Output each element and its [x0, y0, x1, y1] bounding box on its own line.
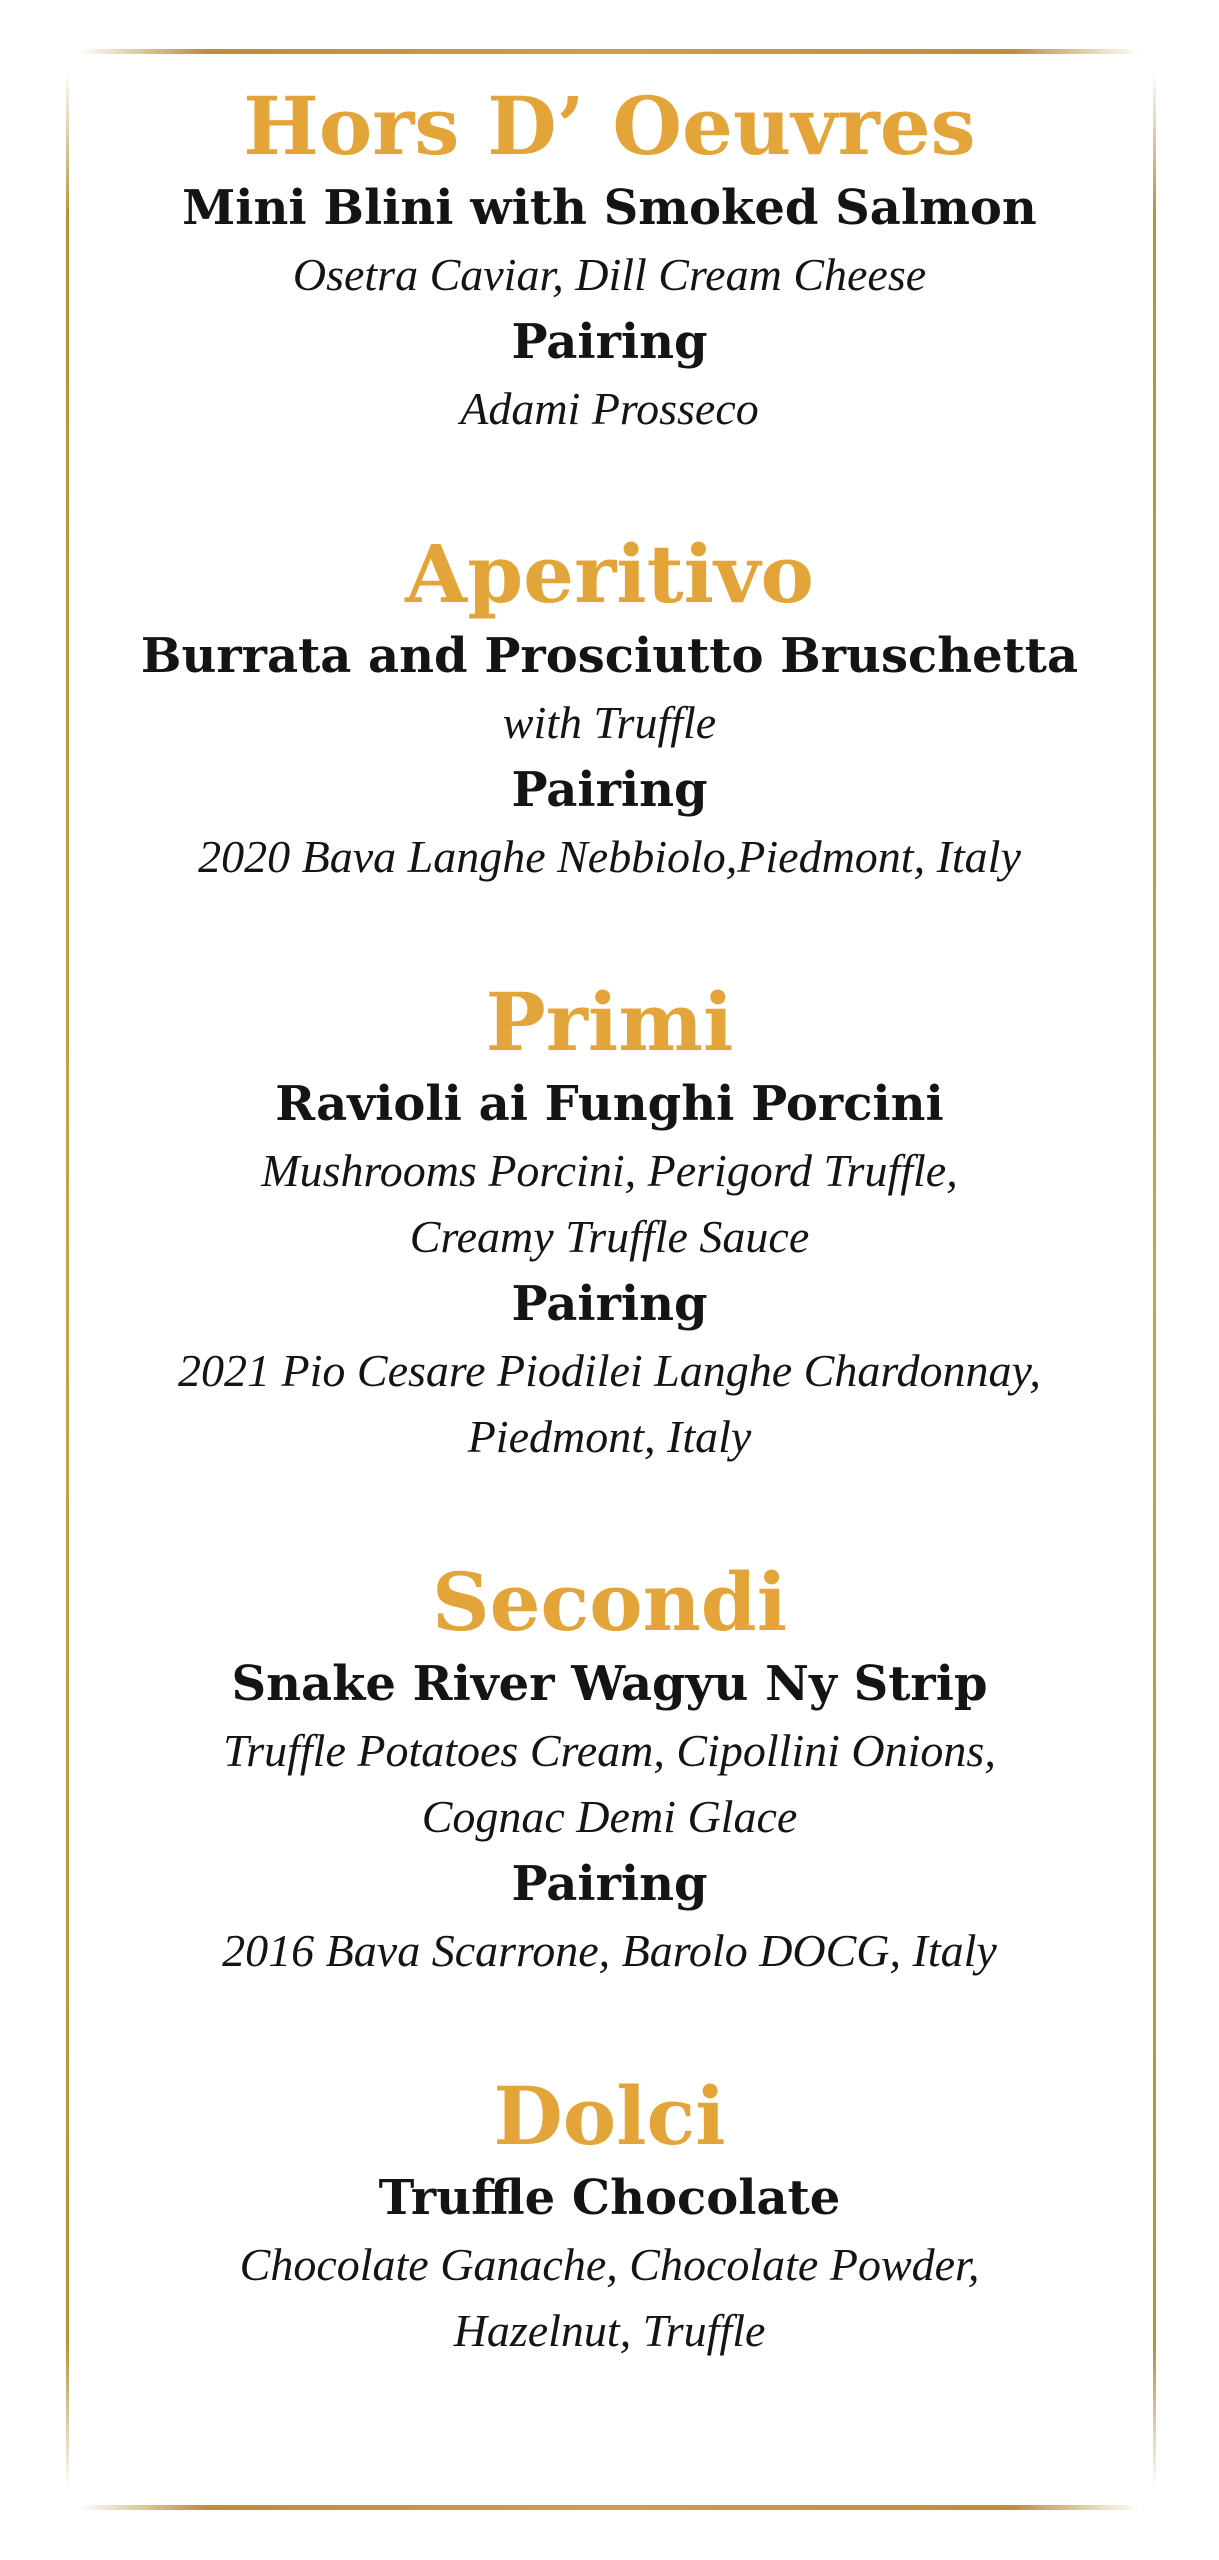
course-title: Hors D’ Oeuvres [243, 79, 976, 173]
course-primi [80, 974, 1139, 1470]
course-secondi [80, 1554, 1139, 1984]
course-title: Primi [485, 975, 734, 1069]
course-title: Aperitivo [405, 527, 814, 621]
right-border-line [1153, 70, 1156, 2490]
wine-pairing: Piedmont, Italy [467, 1411, 752, 1462]
dish-description: Cognac Demi Glace [421, 1791, 798, 1842]
dish-name: Mini Blini with Smoked Salmon [182, 180, 1037, 236]
top-border-line [78, 49, 1140, 54]
dish-name: Truffle Chocolate [378, 2170, 841, 2226]
course-title: Secondi [431, 1555, 788, 1649]
menu-card [80, 78, 1139, 2364]
pairing-label: Pairing [511, 1856, 708, 1912]
wine-pairing: 2016 Bava Scarrone, Barolo DOCG, Italy [222, 1925, 997, 1976]
left-border-line [66, 70, 69, 2490]
pairing-label: Pairing [511, 314, 708, 370]
dish-description: Creamy Truffle Sauce [409, 1211, 810, 1262]
course-title: Dolci [493, 2069, 726, 2163]
dish-description: Chocolate Ganache, Chocolate Powder, [239, 2239, 980, 2290]
course-hors-doeuvres [80, 78, 1139, 442]
dish-name: Burrata and Prosciutto Bruschetta [140, 628, 1079, 684]
wine-pairing: 2020 Bava Langhe Nebbiolo,Piedmont, Italy [198, 831, 1021, 882]
dish-description: Hazelnut, Truffle [453, 2305, 766, 2356]
dish-description: Mushrooms Porcini, Perigord Truffle, [261, 1145, 958, 1196]
dish-description: Truffle Potatoes Cream, Cipollini Onions, [223, 1725, 996, 1776]
course-aperitivo [80, 526, 1139, 890]
pairing-label: Pairing [511, 1276, 708, 1332]
bottom-border-line [78, 2505, 1140, 2510]
dish-name: Snake River Wagyu Ny Strip [231, 1656, 988, 1712]
wine-pairing: Adami Prosseco [460, 383, 759, 434]
dish-name: Ravioli ai Funghi Porcini [275, 1076, 944, 1132]
dish-description: with Truffle [502, 697, 717, 748]
course-dolci [80, 2068, 1139, 2364]
wine-pairing: 2021 Pio Cesare Piodilei Langhe Chardonnay, [178, 1345, 1041, 1396]
dish-description: Osetra Caviar, Dill Cream Cheese [292, 249, 927, 300]
pairing-label: Pairing [511, 762, 708, 818]
